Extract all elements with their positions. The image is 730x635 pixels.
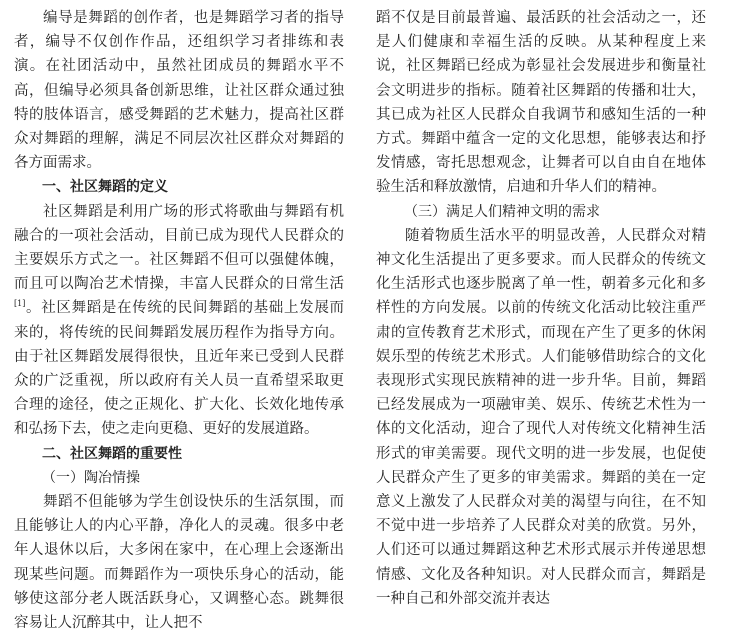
spiritual-paragraph: 随着物质生活水平的明显改善，人民群众对精神文化生活提出了更多要求。而人民群众的传统文化生活形式也逐步脱离了单一性，朝着多元化和多样性的方向发展。以前的传统文化活动比较注重严肃的宣传教育艺术形式，而现在产生了更多的休闲娱乐型的传统艺术形式。人们能够借助综合的文化表现形式实现民族精神的进一步升华。目前，舞蹈已经发展成为一项融审美、娱乐、传统艺术性为一体的文化活动，迎合了现代人对传统文化精神生活形式的审美需要。现代文明的进一步发展，也促使人民群众产生了更多的审美需求。舞蹈的美在一定意义上激发了人民群众对美的渴望与向往，在不知不觉中进一步培养了人民群众对美的欣赏。另外，人们还可以通过舞蹈这种艺术形式展示并传递思想情感、文化及各种知识。对人民群众而言，舞蹈是一种自己和外部交流并表达 <box>376 227 706 607</box>
definition-paragraph <box>14 200 344 442</box>
definition-text-a: 社区舞蹈是利用广场的形式将歌曲与舞蹈有机融合的一项社会活动，目前已成为现代人民群众的主要娱乐方式之一。社区舞蹈不但可以强健体魄，而且可以陶冶艺术情操，丰富人民群众的日常生活 <box>14 203 344 293</box>
citation-ref: [1] <box>14 299 26 309</box>
right-column <box>376 6 706 611</box>
subheading-spiritual: （三）满足人们精神文明的需求 <box>404 203 600 220</box>
section-heading-definition: 一、社区舞蹈的定义 <box>42 179 168 196</box>
section-heading-importance: 二、社区舞蹈的重要性 <box>42 445 182 462</box>
left-column <box>14 6 344 635</box>
intro-paragraph: 编导是舞蹈的创作者，也是舞蹈学习者的指导者，编导不仅创作作品，还组织学习者排练和表演。在社团活动中，虽然社团成员的舞蹈水平不高，但编导必须具备创新思维，让社区群众通过独特的肢体语言，感受舞蹈的艺术魅力，提高社区群众对舞蹈的理解，满足不同层次社区群众对舞蹈的各方面需求。 <box>14 10 344 172</box>
subheading-cultivate: （一）陶冶情操 <box>42 469 140 486</box>
cultivate-paragraph: 舞蹈不但能够为学生创设快乐的生活氛围，而且能够让人的内心平静，净化人的灵魂。很多中老年人退休以后，大多闲在家中，在心理上会逐渐出现某些问题。而舞蹈作为一项快乐身心的活动，能够使这部分老人既活跃身心，又调整心态。跳舞很容易让人沉醉其中，让人把不 <box>14 494 344 632</box>
definition-text-b: 。社区舞蹈是在传统的民间舞蹈的基础上发展而来的，将传统的民间舞蹈发展历程作为指导方向。由于社区舞蹈发展得很快，且近年来已受到人民群众的广泛重视，所以政府有关人员一直希望采取更合理的途径，使之正规化、扩大化、长效化地传承和弘扬下去，使之走向更稳、更好的发展道路。 <box>14 300 344 438</box>
continuation-paragraph: 蹈不仅是目前最普遍、最活跃的社会活动之一，还是人们健康和幸福生活的反映。从某种程度上来说，社区舞蹈已经成为彰显社会发展进步和衡量社会文明进步的指标。随着社区舞蹈的传播和壮大，其已成为社区人民群众自我调节和感知生活的一种方式。舞蹈中蕴含一定的文化思想，能够表达和抒发情感，寄托思想观念，让舞者可以自由自在地体验生活和释放激情，启迪和升华人们的精神。 <box>376 10 706 196</box>
